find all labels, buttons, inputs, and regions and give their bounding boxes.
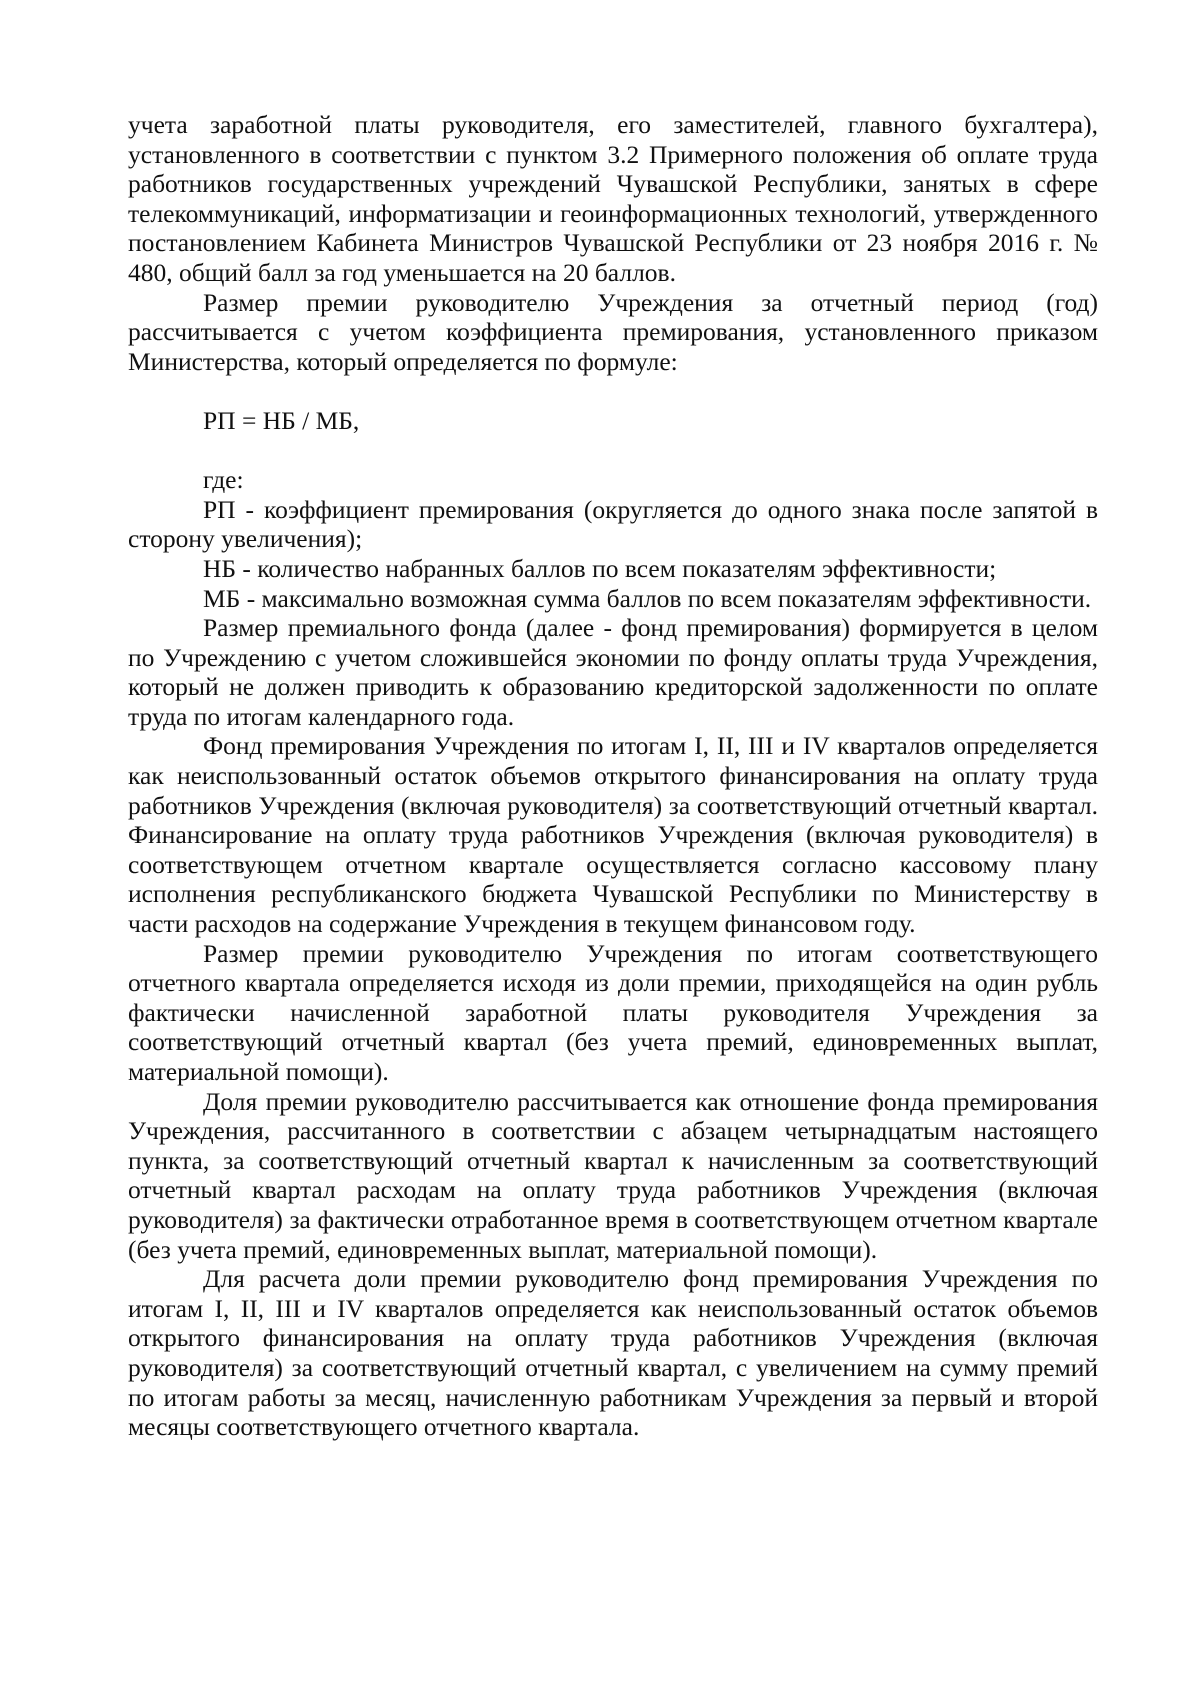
formula-where-label: где: <box>203 465 244 495</box>
paragraph-quarterly-bonus: Размер премии руководителю Учреждения по итогам соответствующего отчетного квартала определяется исходя из доли премии, приходящейся на один рубль фактически начисленной заработной платы руководителя Учреждения за соответствующий отчетный квартал (без учета премий, единовременных выплат, материальной помощи). <box>128 938 1098 1086</box>
paragraph-share-calculation: Для расчета доли премии руководителю фонд премирования Учреждения по итогам I, II, III и IV кварталов определяется как неиспользованный остаток объемов открытого финансирования на оплату труда работников Учреждения (включая руководителя) за соответствующий отчетный квартал, с увеличением на сумму премий по итогам работы за месяц, начисленную работникам Учреждения за первый и второй месяцы соответствующего отчетного квартала. <box>128 1264 1098 1442</box>
bonus-formula: РП = НБ / МБ, <box>203 405 360 435</box>
paragraph-bonus-fund: Размер премиального фонда (далее - фонд премирования) формируется в целом по Учреждению с учетом сложившейся экономии по фонду оплаты труда Учреждения, который не должен приводить к образованию кредиторской задолженности по оплате труда по итогам календарного года. <box>128 613 1098 731</box>
paragraph-salary-accounting: учета заработной платы руководителя, его заместителей, главного бухгалтера), установленного в соответствии с пунктом 3.2 Примерного положения об оплате труда работников государственных учреждений Чувашской Республики, занятых в сфере телекоммуникаций, информатизации и геоинформационных технологий, утвержденного постановлением Кабинета Министров Чувашской Республики от 23 ноября 2016 г. № 480, общий балл за год уменьшается на 20 баллов. <box>128 110 1098 287</box>
paragraph-quarterly-fund: Фонд премирования Учреждения по итогам I, II, III и IV кварталов определяется как неиспользованный остаток объемов открытого финансирования на оплату труда работников Учреждения (включая руководителя) за соответствующий отчетный квартал. Финансирование на оплату труда работников Учреждения (включая руководителя) в соответствующем отчетном квартале осуществляется согласно кассовому плану исполнения республиканского бюджета Чувашской Республики по Министерству в части расходов на содержание Учреждения в текущем финансовом году. <box>128 731 1098 939</box>
definition-mb: МБ - максимально возможная сумма баллов по всем показателям эффективности. <box>203 583 1092 613</box>
paragraph-bonus-size-year: Размер премии руководителю Учреждения за отчетный период (год) рассчитывается с учетом коэффициента премирования, установленного приказом Министерства, который определяется по формуле: <box>128 287 1098 376</box>
document-page <box>128 110 1098 1442</box>
definition-nb: НБ - количество набранных баллов по всем показателям эффективности; <box>203 553 997 583</box>
paragraph-bonus-share: Доля премии руководителю рассчитывается как отношение фонда премирования Учреждения, рассчитанного в соответствии с абзацем четырнадцатым настоящего пункта, за соответствующий отчетный квартал к начисленным за соответствующий отчетный квартал расходам на оплату труда работников Учреждения (включая руководителя) за фактически отработанное время в соответствующем отчетном квартале (без учета премий, единовременных выплат, материальной помощи). <box>128 1086 1098 1264</box>
definition-rp: РП - коэффициент премирования (округляется до одного знака после запятой в сторону увеличения); <box>128 494 1098 554</box>
